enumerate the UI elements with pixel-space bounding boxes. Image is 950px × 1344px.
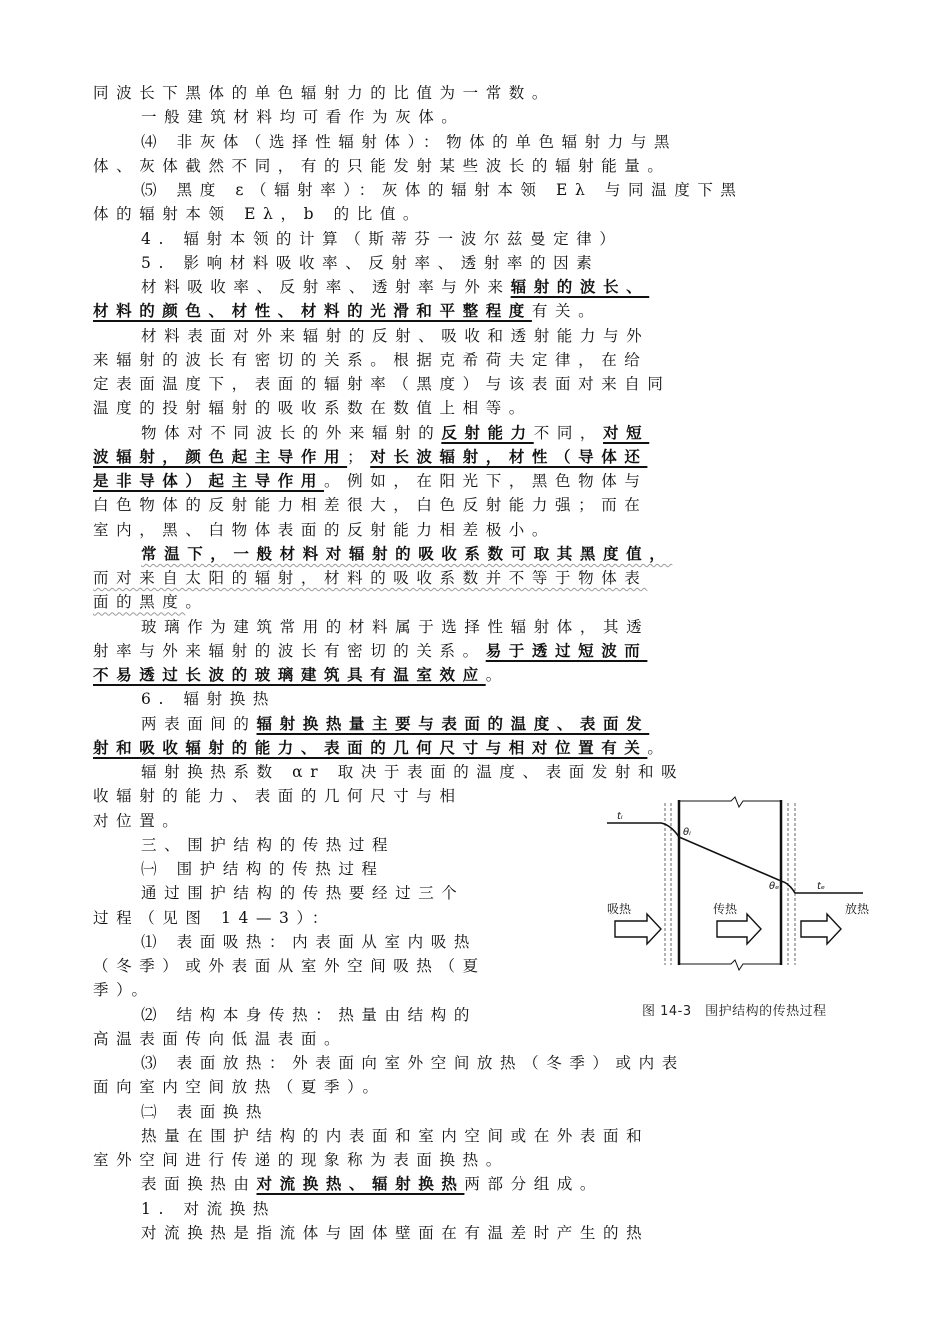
text-line xyxy=(141,421,865,445)
top-break-line xyxy=(679,797,781,807)
text-line xyxy=(141,227,865,251)
emphasized-text: 材料的颜色、材性、材料的光滑和平整程度 xyxy=(93,301,532,321)
text-line xyxy=(93,663,865,687)
text-line xyxy=(141,857,593,881)
text-line xyxy=(93,493,865,517)
text-line xyxy=(93,736,865,760)
text-segment: 季）。 xyxy=(93,981,155,1000)
emphasized-text: 对长波辐射，材性（导体还 xyxy=(370,446,648,466)
text-line xyxy=(141,760,865,784)
text-segment: ⑶ 表面放热：外表面向室外空间放热（冬季）或内表 xyxy=(141,1054,685,1072)
text-segment: 物体对不同波长的外来辐射的 xyxy=(141,423,442,442)
text-segment: 三、围护结构的传热过程 xyxy=(141,835,396,854)
text-segment: ； xyxy=(347,447,371,466)
text-line xyxy=(93,372,865,396)
text-line xyxy=(93,809,593,833)
text-segment: 一般建筑材料均可看作为灰体。 xyxy=(141,108,465,127)
text-segment: 同波长下黑体的单色辐射力的比值为一常数。 xyxy=(93,84,556,102)
text-line xyxy=(141,712,865,736)
text-line xyxy=(93,154,865,178)
text-line xyxy=(141,1197,865,1221)
text-segment: 有关。 xyxy=(531,302,602,321)
emphasized-text: 不易透过长波的玻璃建筑具有温室效应 xyxy=(93,665,486,684)
absorb-arrow-icon xyxy=(615,914,661,944)
text-segment: 材料吸收率、反射率、透射率与外来 xyxy=(141,278,511,296)
text-segment: 两部分组成。 xyxy=(464,1175,604,1194)
text-segment: 对流换热是指流体与固体壁面在有温差时产生的热 xyxy=(141,1223,650,1242)
text-line xyxy=(141,1221,865,1245)
text-segment: ⑸ 黑度 ε（辐射率）：灰体的辐射本领 Eλ 与同温度下黑 xyxy=(141,181,744,199)
text-line xyxy=(141,930,593,954)
text-line xyxy=(141,324,865,348)
text-segment: 体的辐射本领 Eλ，b 的比值。 xyxy=(93,205,427,224)
text-line xyxy=(93,906,593,930)
emphasized-text: 对短 xyxy=(603,422,650,442)
emphasized-text: 面的黑度 xyxy=(93,593,186,612)
label-theta-e: θₑ xyxy=(769,881,780,892)
text-segment: 来辐射的波长有密切的关系。根据克希荷夫定律，在给 xyxy=(93,350,648,369)
text-segment: 温度的投射辐射的吸收系数在数值上相等。 xyxy=(93,399,532,418)
text-line xyxy=(141,833,593,857)
text-line xyxy=(141,1100,865,1124)
text-segment: 。 xyxy=(647,738,671,757)
bottom-break-line xyxy=(679,960,781,970)
emphasized-text: 对流换热、辐射换热 xyxy=(256,1174,465,1194)
text-segment: 体、灰体截然不同，有的只能发射某些波长的辐射能量。 xyxy=(93,156,671,175)
text-segment: 室外空间进行传递的现象称为表面换热。 xyxy=(93,1151,509,1169)
text-line xyxy=(93,445,865,469)
text-segment: 。 xyxy=(185,593,209,612)
emphasized-text: 波辐射，颜色起主导作用 xyxy=(93,446,348,466)
label-theta-i: θᵢ xyxy=(683,827,691,838)
text-segment: ⑴ 表面吸热：内表面从室内吸热 xyxy=(141,932,477,951)
label-release: 放热 xyxy=(845,902,870,916)
text-line xyxy=(93,1148,865,1172)
text-segment: 对位置。 xyxy=(93,811,186,830)
text-line xyxy=(141,881,593,905)
text-segment: （冬季）或外表面从室外空间吸热（夏 xyxy=(93,957,486,975)
text-line xyxy=(141,105,865,129)
wall-diagram-svg xyxy=(605,795,870,1030)
text-line xyxy=(93,348,865,372)
text-segment: 过程（见图 14—3）： xyxy=(93,908,335,927)
heat-transfer-figure xyxy=(605,795,870,1030)
text-segment: 面向室内空间放热（夏季）。 xyxy=(93,1078,386,1097)
text-line xyxy=(141,130,865,154)
emphasized-text: 是非导体）起主导作用 xyxy=(93,471,325,490)
label-te: tₑ xyxy=(817,881,826,892)
text-segment: 定表面温度下，表面的辐射率（黑度）与该表面对来自同 xyxy=(93,375,671,393)
text-segment: 玻璃作为建筑常用的材料属于选择性辐射体，其透 xyxy=(141,617,650,636)
text-line xyxy=(93,81,865,105)
text-line xyxy=(141,542,865,566)
text-segment: 6. 辐射换热 xyxy=(141,690,276,709)
label-absorb: 吸热 xyxy=(607,902,632,916)
text-line xyxy=(93,1027,593,1051)
text-segment: 。 xyxy=(485,666,509,684)
emphasized-text: 易于透过短波而 xyxy=(485,640,648,660)
text-segment: 5. 影响材料吸收率、反射率、透射率的因素 xyxy=(141,253,600,272)
text-line xyxy=(141,615,865,639)
emphasized-text: 而对来自太阳的辐射，材料的吸收系数并不等于物体表 xyxy=(93,569,648,587)
text-line xyxy=(93,202,865,226)
text-line xyxy=(141,178,865,202)
text-line xyxy=(141,275,865,299)
text-line xyxy=(141,1124,865,1148)
release-arrow-icon xyxy=(801,914,841,944)
text-line xyxy=(93,518,865,542)
text-segment: 。例如，在阳光下，黑色物体与 xyxy=(324,472,648,490)
transfer-arrow-icon xyxy=(717,914,761,944)
text-segment: 辐射换热系数 αr 取决于表面的温度、表面发射和吸 xyxy=(141,763,685,781)
text-segment: 高温表面传向低温表面。 xyxy=(93,1029,348,1048)
text-line xyxy=(93,566,865,590)
text-line xyxy=(93,639,865,663)
text-segment: ㈠ 围护结构的传热过程 xyxy=(141,860,385,878)
emphasized-text: 射和吸收辐射的能力、表面的几何尺寸与相对位置有关 xyxy=(93,737,648,757)
text-segment: 4. 辐射本领的计算（斯蒂芬一波尔兹曼定律） xyxy=(141,229,623,248)
text-segment: 通过围护结构的传热要经过三个 xyxy=(141,884,465,903)
text-line xyxy=(93,299,865,323)
text-segment: 收辐射的能力、表面的几何尺寸与相 xyxy=(93,787,463,806)
text-line xyxy=(93,396,865,420)
text-segment: 两表面间的 xyxy=(141,714,257,733)
text-segment: ⑷ 非灰体（选择性辐射体）：物体的单色辐射力与黑 xyxy=(141,132,678,151)
text-segment: 室内，黑、白物体表面的反射能力相差极小。 xyxy=(93,520,556,539)
text-line xyxy=(93,469,865,493)
emphasized-text: 辐射换热量主要与表面的温度、表面发 xyxy=(256,713,650,733)
emphasized-text: 反射能力 xyxy=(441,422,534,442)
text-line xyxy=(141,1172,865,1196)
text-line xyxy=(141,1003,593,1027)
text-segment: 射率与外来辐射的波长有密切的关系。 xyxy=(93,641,486,660)
emphasized-text: 常温下，一般材料对辐射的吸收系数可取其黑度值， xyxy=(141,543,673,563)
text-segment: ⑵ 结构本身传热：热量由结构的 xyxy=(141,1005,477,1024)
text-segment: 1. 对流换热 xyxy=(141,1199,276,1218)
text-line xyxy=(93,590,865,614)
figure-caption: 图 14-3 围护结构的传热过程 xyxy=(642,1004,827,1019)
emphasized-text: 辐射的波长、 xyxy=(510,277,650,296)
label-ti: tᵢ xyxy=(617,811,623,822)
text-line xyxy=(93,954,593,978)
text-segment: 热量在围护结构的内表面和室内空间或在外表面和 xyxy=(141,1126,650,1145)
text-line xyxy=(141,687,865,711)
text-line xyxy=(93,784,593,808)
text-segment: 白色物体的反射能力相差很大，白色反射能力强；而在 xyxy=(93,496,648,515)
text-line xyxy=(141,251,865,275)
text-line xyxy=(93,1075,865,1099)
text-segment: 不同， xyxy=(533,423,604,442)
text-segment: 表面换热由 xyxy=(141,1175,257,1194)
text-line xyxy=(93,978,593,1002)
text-segment: ㈡ 表面换热 xyxy=(141,1102,270,1121)
text-line xyxy=(141,1051,865,1075)
label-transfer: 传热 xyxy=(713,902,738,916)
text-segment: 材料表面对外来辐射的反射、吸收和透射能力与外 xyxy=(141,326,650,345)
